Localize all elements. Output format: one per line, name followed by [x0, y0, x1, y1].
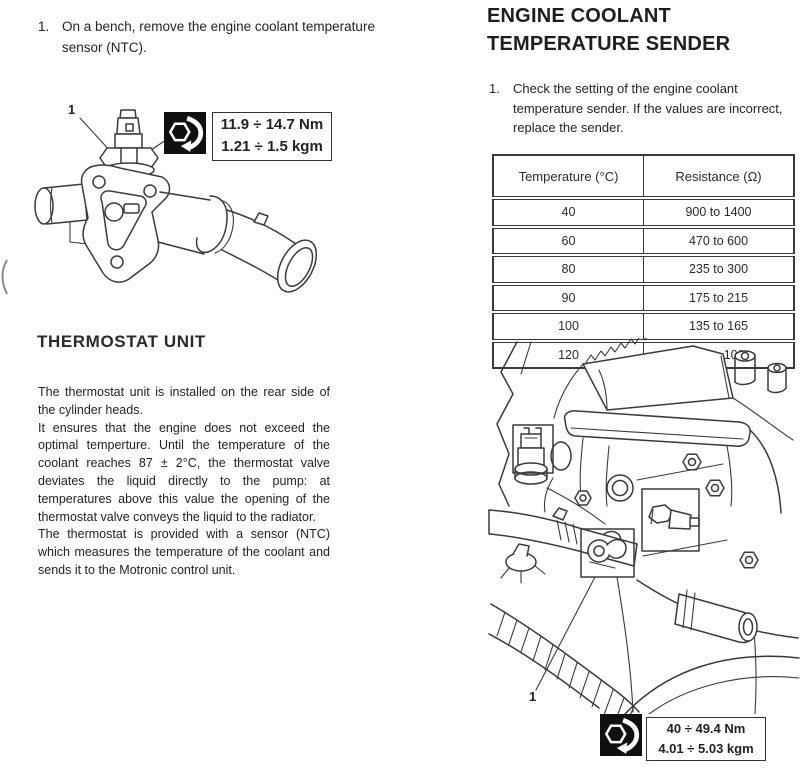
- resistance-table: [492, 154, 795, 369]
- table-row: [493, 284, 794, 313]
- thermostat-heading: THERMOSTAT UNIT: [37, 332, 206, 351]
- paragraph: The thermostat is provided with a sensor (NTC) which measures the temperature of the coolant and sends it to the Motronic control unit.: [38, 527, 330, 577]
- right-step-number: 1.: [489, 81, 500, 96]
- col-header-temperature: Temperature (°C): [493, 155, 644, 198]
- torque-wrench-icon: [600, 714, 642, 756]
- table-cell: 135 to 165: [644, 312, 795, 341]
- left-step-number: 1.: [38, 19, 50, 34]
- engine-callout-1: 1: [529, 689, 537, 704]
- table-row: [493, 198, 794, 227]
- table-row: [493, 255, 794, 284]
- table-cell: 40: [493, 198, 644, 227]
- table-cell: 235 to 300: [644, 255, 795, 284]
- leader-to-torque: [617, 577, 633, 712]
- left-step-1: [38, 16, 418, 58]
- coolant-temp-sender: [588, 540, 610, 562]
- thermostat-paragraphs: [38, 384, 330, 580]
- paragraph: The thermostat unit is installed on the rear side of the cylinder heads.: [38, 385, 330, 417]
- table-cell: 100: [723, 347, 745, 362]
- table-cell: 60: [493, 227, 644, 256]
- leader-to-callout-1: [536, 577, 595, 690]
- table-row: [493, 227, 794, 256]
- table-cell: 90: [493, 284, 644, 313]
- ntc-sensor-cap: [120, 110, 136, 118]
- table-header-row: [493, 155, 794, 198]
- coolant-temp-sensor: [521, 434, 541, 448]
- torque-kgm-value: 1.21 ÷ 1.5 kgm: [221, 138, 323, 155]
- torque-nm-value: 11.9 ÷ 14.7 Nm: [220, 116, 324, 133]
- thermostat-callout-1: 1: [68, 102, 76, 117]
- table-cell: 120: [493, 341, 644, 369]
- table-cell: 175 to 215: [644, 284, 795, 313]
- paragraph: It ensures that the engine does not exceed the optimal temperture. Until the temperature of the coolant reaches 87 ± 2°C, the thermostat valve deviates the liquid directly to the pump: at temperatures above this value the opening of the thermostat valve conveys the liquid to the radiator.: [38, 420, 330, 524]
- left-step-text: On a bench, remove the engine coolant temperature sensor (NTC).: [62, 19, 375, 55]
- table-cell: 900 to 1400: [644, 198, 795, 227]
- torque-nm-value: 40 ÷ 49.4 Nm: [666, 721, 746, 736]
- table-cell: 80: [493, 255, 644, 284]
- col-header-resistance: Resistance (Ω): [644, 155, 795, 198]
- torque-kgm-value: 4.01 ÷ 5.03 kgm: [658, 740, 754, 756]
- engine-coolant-sender-figure: [487, 338, 800, 714]
- sender-heading: ENGINE COOLANT TEMPERATURE SENDER: [487, 5, 731, 55]
- scan-artifact: [0, 256, 12, 300]
- thermostat-torque-spec: [212, 112, 332, 161]
- table-cell: 100: [493, 312, 644, 341]
- table-row: [493, 312, 794, 341]
- torque-wrench-icon: [164, 112, 206, 154]
- bolt-hex: [683, 454, 701, 470]
- right-step-text: Check the setting of the engine coolant temperature sender. If the values are incorrect, replace the sender.: [513, 81, 783, 135]
- table-cell: 470 to 600: [644, 227, 795, 256]
- right-step-1: [489, 79, 795, 138]
- thermostat-unit-figure: [0, 92, 420, 338]
- sender-torque-spec: [646, 717, 766, 761]
